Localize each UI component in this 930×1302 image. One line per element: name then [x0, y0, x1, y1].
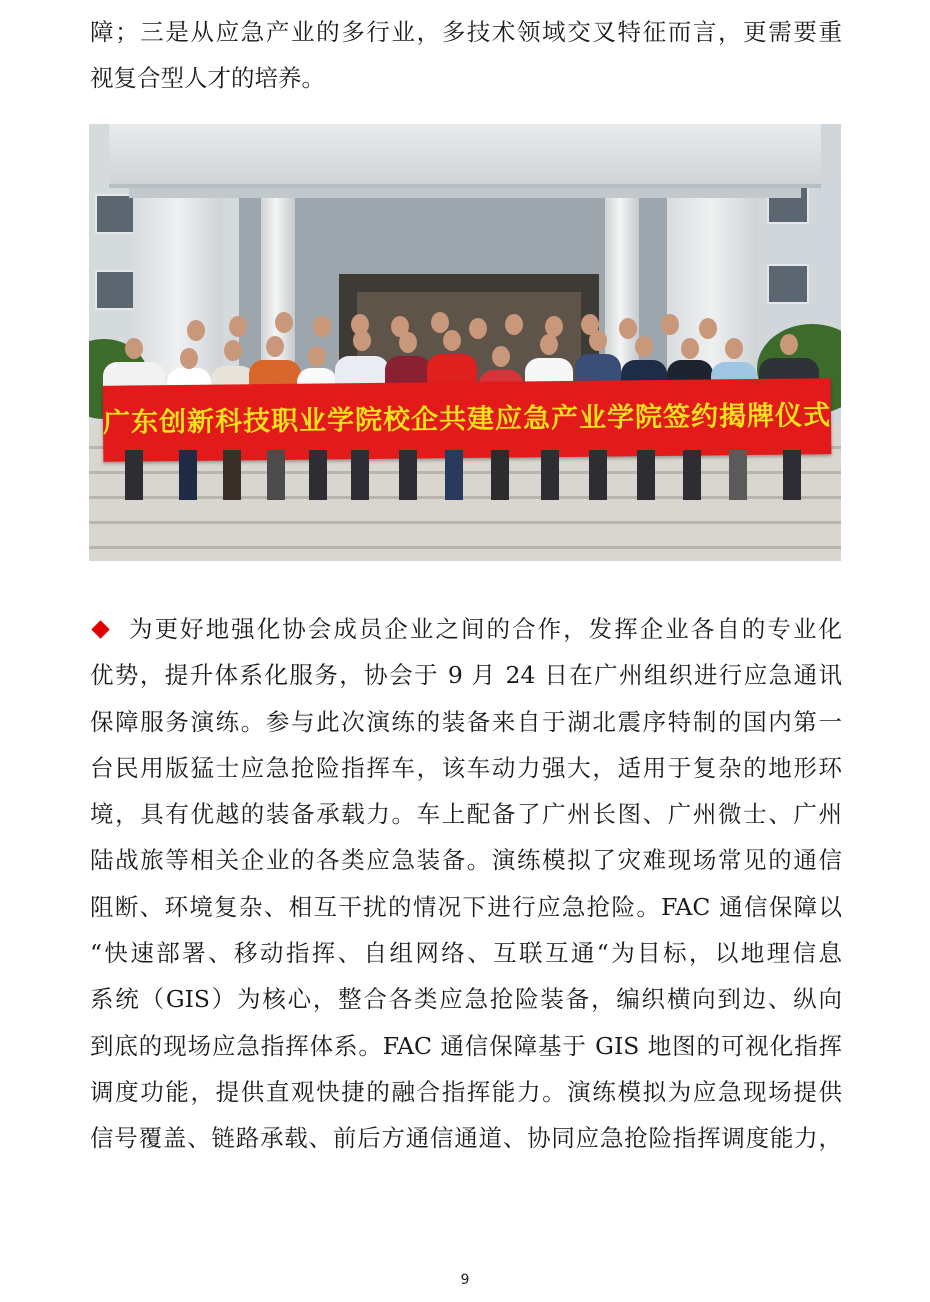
text-line: “快速部署、移动指挥、自组网络、互联互通“为目标，以地理信息: [90, 939, 842, 968]
paragraph-main: [90, 606, 842, 1162]
text-line: 调度功能，提供直观快捷的融合指挥能力。演练模拟为应急现场提供: [90, 1077, 842, 1106]
text-line: 系统（GIS）为核心，整合各类应急抢险装备，编织横向到边、纵向: [90, 985, 842, 1014]
text-line: 信号覆盖、链路承载、前后方通信通道、协同应急抢险指挥调度能力，: [90, 1124, 842, 1153]
entrance-canopy: [109, 124, 821, 188]
text-line: 台民用版猛士应急抢险指挥车，该车动力强大，适用于复杂的地形环: [90, 753, 842, 782]
text-line: 境，具有优越的装备承载力。车上配备了广州长图、广州微士、广州: [90, 800, 842, 829]
banner-text: 广东创新科技职业学院校企共建应急产业学院签约揭牌仪式: [102, 400, 832, 439]
page-number: 9: [460, 1272, 470, 1288]
text-line: 阻断、环境复杂、相互干扰的情况下进行应急抢险。FAC 通信保障以: [90, 892, 842, 921]
text-line: 为更好地强化协会成员企业之间的合作，发挥企业各自的专业化: [127, 615, 842, 643]
text-line: 优势，提升体系化服务，协会于 9 月 24 日在广州组织进行应急通讯: [90, 661, 842, 690]
red-diamond-bullet-icon: [91, 620, 109, 638]
text-line: 保障服务演练。参与此次演练的装备来自于湖北震序特制的国内第一: [90, 707, 842, 736]
text-line: 障；三是从应急产业的多行业，多技术领域交叉特征而言，更需要重: [90, 18, 842, 46]
text-line: 陆战旅等相关企业的各类应急装备。演练模拟了灾难现场常见的通信: [90, 846, 842, 875]
text-line: 视复合型人才的培养。: [90, 64, 325, 93]
ceremony-photo: [89, 124, 841, 561]
text-line: 到底的现场应急指挥体系。FAC 通信保障基于 GIS 地图的可视化指挥: [90, 1031, 842, 1060]
red-banner: [103, 378, 832, 462]
paragraph-top: [90, 9, 842, 102]
text-line-bullet: [90, 606, 842, 652]
